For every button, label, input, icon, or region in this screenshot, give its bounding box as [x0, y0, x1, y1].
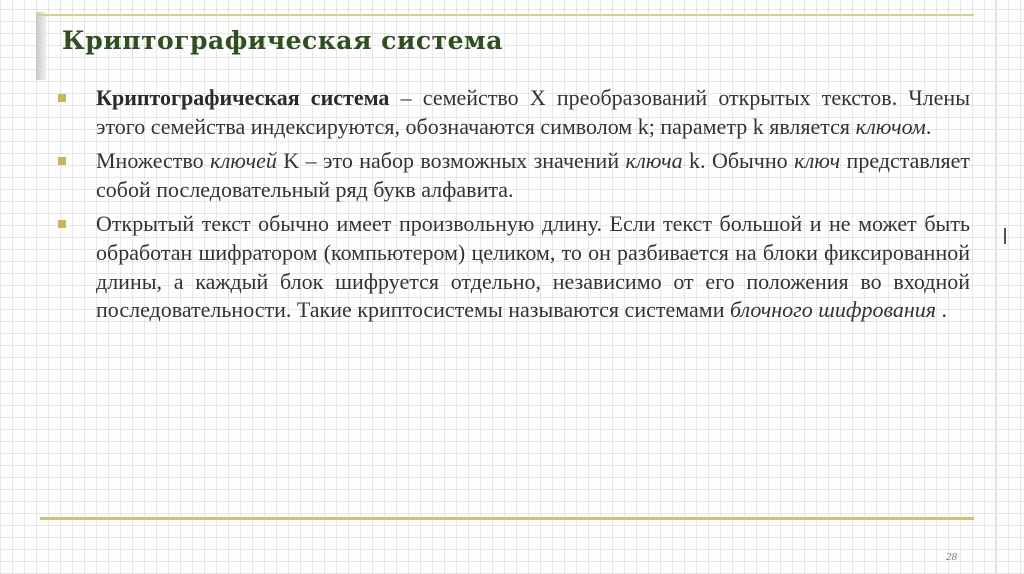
- bullet-item-3: [58, 210, 970, 324]
- emphasis-term: ключ: [794, 148, 841, 174]
- bullet-item-1: [58, 84, 970, 141]
- bullet-text-segment: K – это набор возможных значений: [276, 148, 626, 174]
- bullet-text-segment: k. Обычно: [682, 148, 795, 174]
- top-divider: [36, 14, 974, 16]
- emphasis-term: ключа: [625, 148, 683, 174]
- slide-content: [58, 84, 970, 331]
- slide-edge: [995, 0, 997, 574]
- bullet-item-2: [58, 147, 970, 204]
- emphasis-term: ключей: [210, 148, 277, 174]
- slide-title: Криптографическая система: [62, 26, 503, 55]
- bullet-text-1: [96, 84, 970, 141]
- bottom-divider: [40, 517, 974, 520]
- bullet-text-3: [96, 210, 970, 324]
- definition-term: Криптографическая система: [96, 85, 390, 110]
- bullet-text-segment: .: [925, 113, 932, 139]
- square-bullet-icon: [58, 94, 66, 102]
- bullet-text-segment: .: [936, 297, 948, 323]
- emphasis-term: ключом: [855, 113, 926, 139]
- bullet-text-segment: Открытый текст обычно имеет произвольную длину. Если текст большой и не может быть обработан шифратором (компьютером) целиком, то он разбивается на блоки фиксированной длины, а каждый блок шифруется отдельно, независимо от его положения во входной последовательности. Такие криптосистемы называются системами: [96, 211, 970, 323]
- bullet-text-2: [96, 147, 970, 204]
- bullet-text-segment: представляет собой последовательный ряд букв алфавита.: [96, 148, 970, 202]
- square-bullet-icon: [58, 220, 66, 228]
- emphasis-term: блочного шифрования: [729, 297, 937, 323]
- text-cursor-icon: [1004, 228, 1006, 244]
- square-bullet-icon: [58, 157, 66, 165]
- bullet-text-segment: Множество: [96, 148, 211, 174]
- page-number: 28: [946, 551, 957, 563]
- title-accent-bar: [36, 12, 46, 80]
- bullet-text-segment: – семейство X преобразований открытых текстов. Члены этого семейства индексируются, обозначаются символом k; параметр k является: [96, 85, 970, 139]
